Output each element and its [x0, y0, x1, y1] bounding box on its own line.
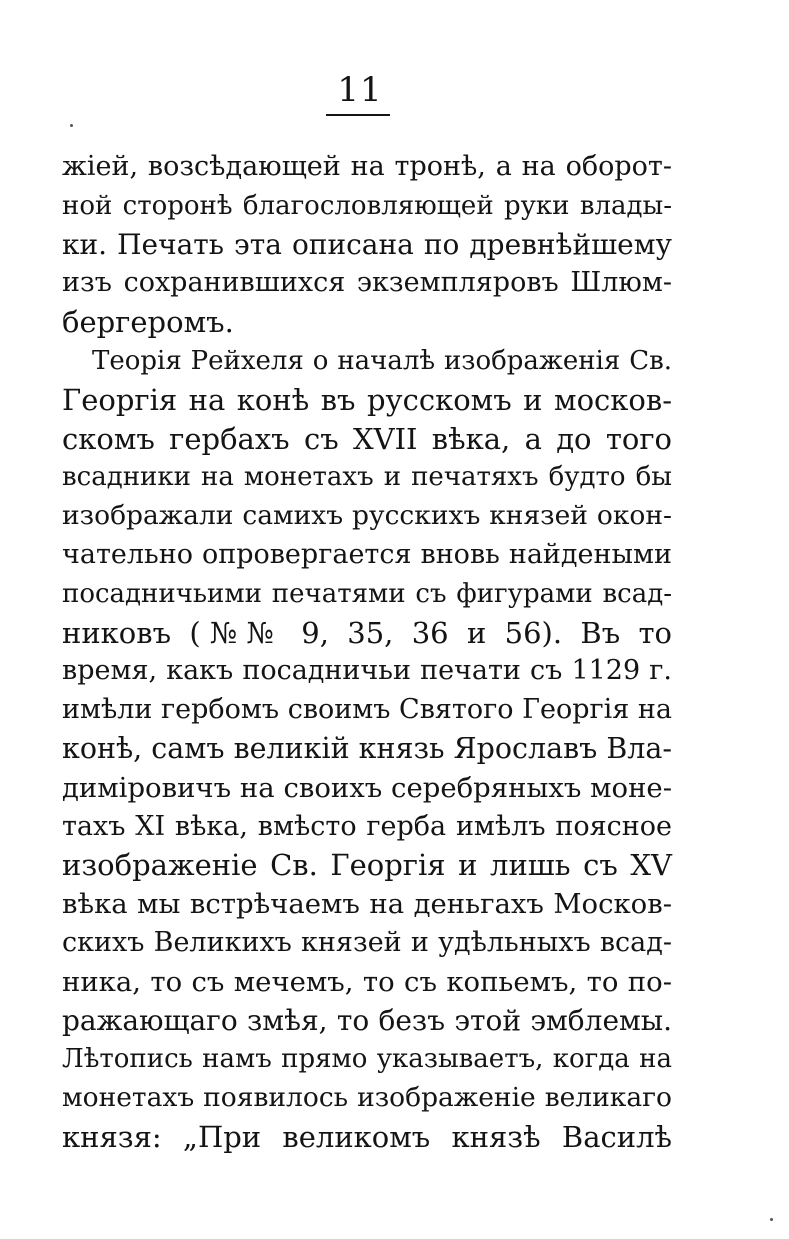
text-line: бергеромъ.	[62, 305, 234, 340]
text-line: Георгія на конѣ въ русскомъ и москов-	[62, 382, 672, 417]
page-number: 11	[337, 70, 383, 110]
text-line: скомъ гербахъ съ XVII вѣка, а до того	[62, 421, 672, 456]
text-line: ника, то съ мечемъ, то съ копьемъ, то по-	[62, 965, 672, 998]
text-line: изъ сохранившихся экземпляровъ Шлюм-	[62, 267, 672, 299]
text-line: вѣка мы встрѣчаемъ на деньгахъ Москов-	[62, 888, 672, 921]
text-line: скихъ Великихъ князей и удѣльныхъ всад-	[62, 926, 672, 958]
page-number-underline	[326, 114, 390, 116]
text-line: конѣ, самъ великій князь Ярославъ Вла-	[62, 731, 672, 765]
print-speck	[70, 124, 73, 127]
text-line: жіей, возсѣдающей на тронѣ, а на оборот-	[62, 151, 672, 182]
print-speck	[770, 1218, 773, 1221]
text-line: изображеніе Св. Георгія и лишь съ XV	[62, 848, 672, 883]
text-line: ной сторонѣ благословляющей руки влады-	[62, 190, 672, 221]
text-line: монетахъ появилось изображеніе великаго	[62, 1082, 672, 1114]
text-line: всадники на монетахъ и печатяхъ будто бы	[62, 462, 672, 493]
body-text	[62, 148, 672, 1157]
text-line: тахъ XI вѣка, вмѣсто герба имѣлъ поясное	[62, 810, 672, 842]
text-line: посадничьими печатями съ фигурами всад-	[62, 578, 672, 609]
text-line: чательно опровергается вновь найдеными	[62, 538, 672, 570]
text-line: ражающаго змѣя, то безъ этой эмблемы.	[62, 1003, 672, 1037]
text-line: ки. Печать эта описана по древнѣйшему	[62, 227, 672, 261]
text-line: князя: „При великомъ князѣ Василѣ	[62, 1119, 672, 1154]
text-line: имѣли гербомъ своимъ Святого Георгія на	[62, 694, 672, 726]
text-line: изображали самихъ русскихъ князей окон-	[62, 500, 672, 532]
text-line: Лѣтопись намъ прямо указываетъ, когда на	[62, 1044, 672, 1075]
text-line: время, какъ посадничьи печати съ 1129 г.	[62, 655, 672, 687]
text-line: никовъ (№№ 9, 35, 36 и 56). Въ то	[62, 615, 672, 650]
text-line: диміровичъ на своихъ серебряныхъ моне-	[62, 771, 672, 804]
paragraph-start-line: Теорія Рейхеля о началѣ изображенія Св.	[92, 345, 672, 376]
